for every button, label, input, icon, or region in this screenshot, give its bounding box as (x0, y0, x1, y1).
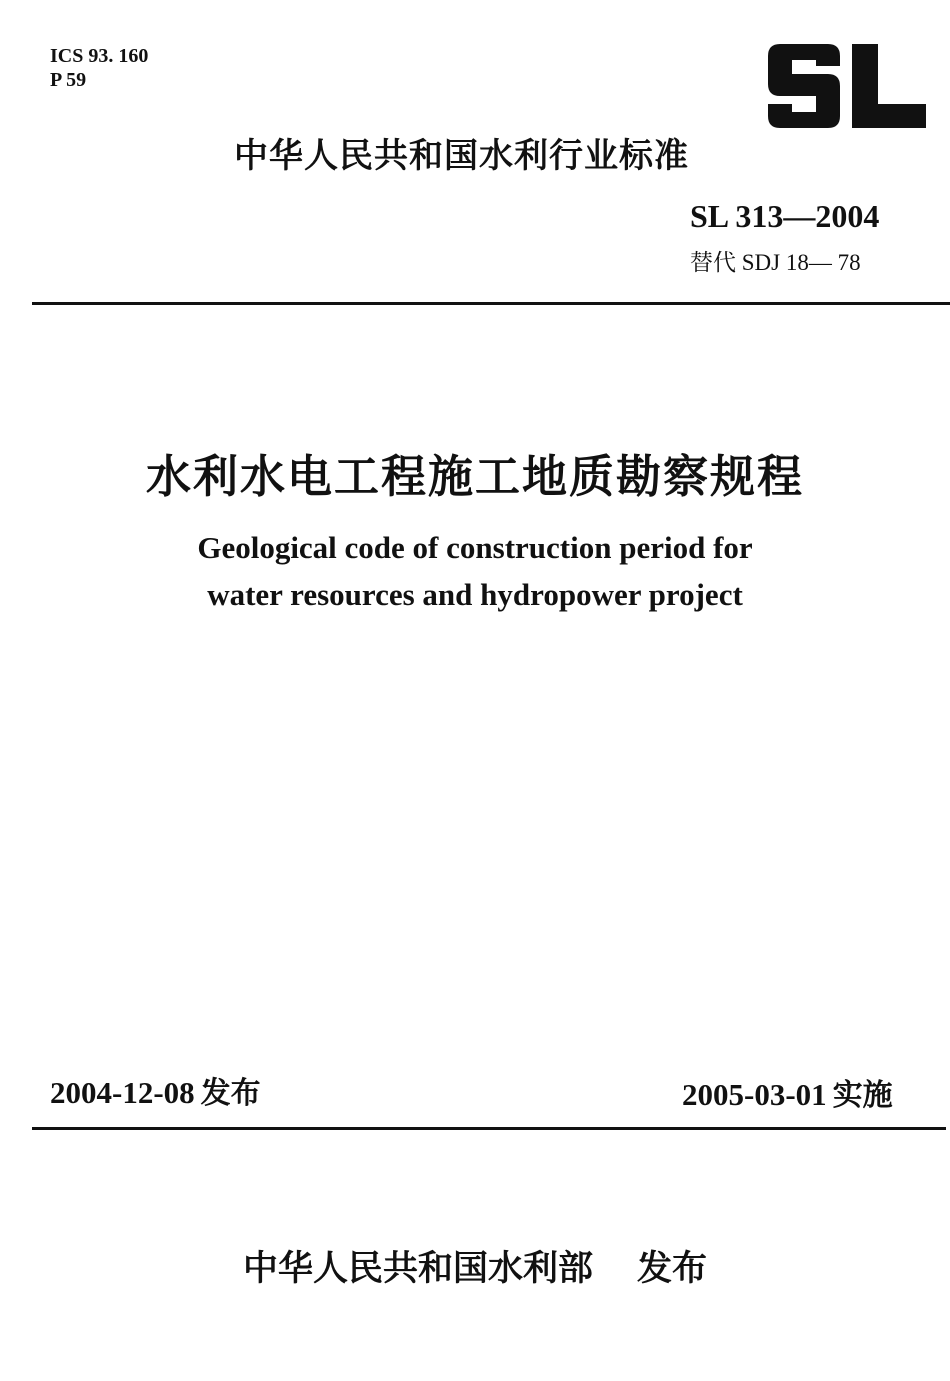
implementation-date: 2005-03-01 (682, 1077, 827, 1112)
issue-date: 2004-12-08 (50, 1075, 195, 1110)
replaces-standard: 替代 SDJ 18— 78 (690, 250, 861, 275)
bottom-divider (32, 1127, 946, 1130)
implementation-label: 实施 (832, 1078, 893, 1113)
publisher-label: 发布 (637, 1249, 708, 1289)
publisher-block (0, 1241, 950, 1291)
issue-date-block (50, 1068, 261, 1112)
publisher-name: 中华人民共和国水利部 (242, 1249, 593, 1289)
standard-type-heading: 中华人民共和国水利行业标准 (234, 136, 689, 176)
document-title-chinese: 水利水电工程施工地质勘察规程 (145, 450, 804, 503)
issue-label: 发布 (200, 1076, 261, 1111)
classification-codes (50, 44, 148, 92)
top-divider (32, 302, 950, 305)
standard-code: SL 313—2004 (690, 198, 880, 234)
sl-logo (766, 44, 928, 128)
ccs-code: P 59 (50, 69, 87, 91)
implementation-date-block (682, 1070, 893, 1114)
ics-code: ICS 93. 160 (50, 45, 149, 67)
document-title-english-line1: Geological code of construction period for (197, 530, 753, 565)
document-title-english-line2: water resources and hydropower project (207, 577, 743, 612)
